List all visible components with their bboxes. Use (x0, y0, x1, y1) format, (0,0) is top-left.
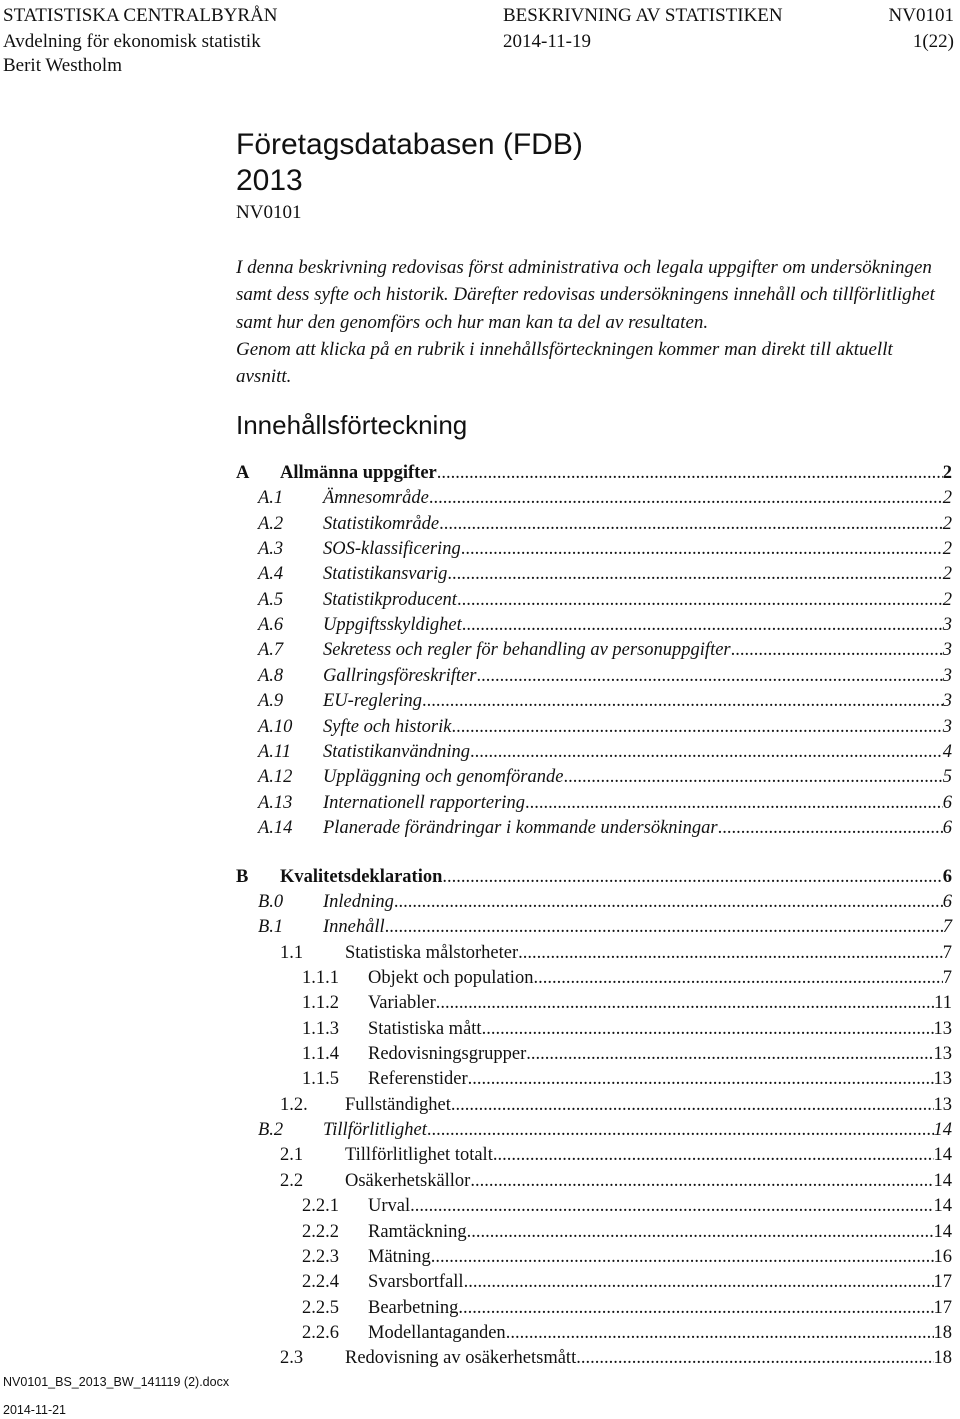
toc-number: 2.2.4 (302, 1272, 339, 1292)
toc-label: Statistiska målstorheter (345, 943, 519, 963)
toc-number: 2.1 (280, 1145, 304, 1165)
toc-page: 3 (942, 691, 952, 711)
toc-label: Objekt och population (368, 968, 534, 988)
toc-label: Mätning (368, 1247, 431, 1267)
footer-date: 2014-11-21 (3, 1403, 67, 1417)
toc-page: 14 (933, 1196, 952, 1216)
toc-number: 2.2.5 (302, 1298, 339, 1318)
toc-number: A.13 (258, 793, 293, 813)
document-title: Företagsdatabasen (FDB) (236, 128, 583, 161)
toc-number: 1.1.2 (302, 993, 339, 1013)
header-date: 2014-11-19 (503, 31, 591, 52)
toc-number: A.8 (258, 666, 284, 686)
toc-entry[interactable] (258, 562, 952, 587)
toc-number: A.10 (258, 717, 293, 737)
toc-entry[interactable] (258, 638, 952, 663)
toc-number: B (236, 867, 249, 887)
toc-page: 7 (942, 943, 952, 963)
toc-entry[interactable] (258, 689, 952, 714)
toc-entry[interactable] (280, 1346, 952, 1371)
toc-entry[interactable] (258, 816, 952, 841)
toc-label: Ramtäckning (368, 1222, 467, 1242)
toc-label: Gallringsföreskrifter (323, 666, 477, 686)
toc-entry[interactable] (302, 1220, 952, 1245)
toc-label: Statistiska mått (368, 1019, 482, 1039)
toc-page: 2 (942, 488, 952, 508)
toc-entry[interactable] (258, 613, 952, 638)
toc-label: SOS-klassificering (323, 539, 461, 559)
toc-entry[interactable] (280, 1143, 952, 1168)
toc-entry[interactable] (258, 512, 952, 537)
toc-page: 2 (942, 463, 952, 483)
toc-entry[interactable] (258, 715, 952, 740)
toc-page: 14 (933, 1145, 952, 1165)
header-org: STATISTISKA CENTRALBYRÅN (3, 5, 278, 26)
toc-page: 13 (933, 1044, 952, 1064)
toc-page: 2 (942, 514, 952, 534)
intro-text (236, 254, 936, 390)
toc-number: 1.1.5 (302, 1069, 339, 1089)
toc-number: 2.2.6 (302, 1323, 339, 1343)
toc-page: 2 (942, 564, 952, 584)
toc-number: 2.2.2 (302, 1222, 339, 1242)
toc-entry[interactable] (280, 1093, 952, 1118)
toc-entry[interactable] (302, 1245, 952, 1270)
toc-label: Urval (368, 1196, 411, 1216)
intro-paragraph-1: I denna beskrivning redovisas först administrativa och legala uppgifter om undersökningen samt dess syfte och historik. Därefter redovisas undersökningens innehåll och tillförlitlighet samt hur den genomförs och hur man kan ta del av resultaten. (236, 257, 935, 333)
toc-label: Redovisningsgrupper (368, 1044, 527, 1064)
toc-number: B.0 (258, 892, 284, 912)
toc-label: Tillförlitlighet totalt (345, 1145, 493, 1165)
toc-page: 6 (942, 818, 952, 838)
toc-number: A.11 (258, 742, 292, 762)
toc-label: Osäkerhetskällor (345, 1171, 471, 1191)
toc-entry[interactable] (258, 588, 952, 613)
toc-label: EU-reglering (323, 691, 422, 711)
toc-entry[interactable] (302, 991, 952, 1016)
toc-label: Sekretess och regler för behandling av personuppgifter (323, 640, 731, 660)
toc-entry[interactable] (236, 461, 952, 486)
toc-label: Uppläggning och genomförande (323, 767, 564, 787)
toc-label: Statistikproducent (323, 590, 457, 610)
header-author: Berit Westholm (3, 55, 122, 76)
toc-label: Kvalitetsdeklaration (280, 867, 443, 887)
header-page: 1(22) (912, 31, 954, 52)
toc-page: 2 (942, 590, 952, 610)
toc-label: Modellantaganden (368, 1323, 506, 1343)
toc-label: Internationell rapportering (323, 793, 525, 813)
toc-entry[interactable] (302, 966, 952, 991)
toc-entry[interactable] (280, 1169, 952, 1194)
toc-page: 3 (942, 666, 952, 686)
toc-entry[interactable] (258, 890, 952, 915)
toc-page: 17 (933, 1298, 952, 1318)
toc-number: A.5 (258, 590, 284, 610)
toc-number: 1.1 (280, 943, 304, 963)
toc-page: 18 (933, 1348, 952, 1368)
toc-page: 6 (942, 892, 952, 912)
toc-page: 3 (942, 717, 952, 737)
toc-number: 2.3 (280, 1348, 304, 1368)
toc-number: 1.1.1 (302, 968, 339, 988)
toc-label: Referenstider (368, 1069, 468, 1089)
toc-number: A.6 (258, 615, 284, 635)
toc-number: A (236, 463, 250, 483)
toc-number: A.4 (258, 564, 284, 584)
toc-entry[interactable] (302, 1296, 952, 1321)
toc-heading: Innehållsförteckning (236, 410, 468, 440)
toc-entry[interactable] (302, 1321, 952, 1346)
toc-page: 7 (942, 968, 952, 988)
toc-entry[interactable] (302, 1042, 952, 1067)
toc-number: 2.2 (280, 1171, 304, 1191)
toc-entry[interactable] (258, 486, 952, 511)
toc-page: 3 (942, 640, 952, 660)
toc-label: Syfte och historik (323, 717, 452, 737)
toc-page: 14 (933, 1222, 952, 1242)
toc-page: 11 (934, 993, 952, 1013)
document-code: NV0101 (236, 202, 302, 223)
toc-entry[interactable] (258, 765, 952, 790)
toc-entry[interactable] (258, 537, 952, 562)
toc-page: 18 (933, 1323, 952, 1343)
toc-number: 2.2.1 (302, 1196, 339, 1216)
header-doc-type: BESKRIVNING AV STATISTIKEN (503, 5, 783, 26)
toc-label: Allmänna uppgifter (280, 463, 437, 483)
toc-number: A.3 (258, 539, 284, 559)
toc-number: A.9 (258, 691, 284, 711)
toc-entry[interactable] (302, 1017, 952, 1042)
toc-label: Uppgiftsskyldighet (323, 615, 462, 635)
toc-label: Statistikområde (323, 514, 440, 534)
toc-page: 7 (942, 917, 952, 937)
toc-label: Redovisning av osäkerhetsmått (345, 1348, 577, 1368)
toc-label: Inledning (323, 892, 394, 912)
toc-page: 2 (942, 539, 952, 559)
toc-label: Bearbetning (368, 1298, 459, 1318)
toc-entry[interactable] (302, 1194, 952, 1219)
toc-entry[interactable] (302, 1067, 952, 1092)
toc-page: 6 (942, 793, 952, 813)
toc-number: 2.2.3 (302, 1247, 339, 1267)
toc-page: 13 (933, 1019, 952, 1039)
toc-label: Fullständighet (345, 1095, 451, 1115)
toc-label: Ämnesområde (323, 488, 429, 508)
toc-number: A.12 (258, 767, 293, 787)
toc-number: A.7 (258, 640, 284, 660)
toc-page: 16 (933, 1247, 952, 1267)
toc-label: Variabler (368, 993, 436, 1013)
toc-label: Tillförlitlighet (323, 1120, 427, 1140)
toc-entry[interactable] (258, 740, 952, 765)
toc-entry[interactable] (302, 1270, 952, 1295)
toc-page: 6 (942, 867, 952, 887)
toc-entry[interactable] (236, 865, 952, 890)
toc-page: 5 (942, 767, 952, 787)
toc-entry[interactable] (258, 915, 952, 940)
document-year: 2013 (236, 164, 303, 197)
toc-number: A.1 (258, 488, 284, 508)
toc-entry[interactable] (258, 664, 952, 689)
toc-entry[interactable] (280, 941, 952, 966)
toc-label: Statistikanvändning (323, 742, 470, 762)
toc-page: 14 (933, 1171, 952, 1191)
toc-number: A.2 (258, 514, 284, 534)
toc-page: 14 (933, 1120, 952, 1140)
header-code: NV0101 (888, 5, 954, 26)
toc-number: B.2 (258, 1120, 284, 1140)
toc-entry[interactable] (258, 1118, 952, 1143)
toc-page: 13 (933, 1095, 952, 1115)
toc-page: 3 (942, 615, 952, 635)
toc-entry[interactable] (258, 791, 952, 816)
footer-filename: NV0101_BS_2013_BW_141119 (2).docx (3, 1375, 230, 1389)
toc-page: 13 (933, 1069, 952, 1089)
toc-number: 1.1.3 (302, 1019, 339, 1039)
toc-number: 1.1.4 (302, 1044, 339, 1064)
toc-label: Svarsbortfall (368, 1272, 464, 1292)
toc-number: A.14 (258, 818, 293, 838)
toc-label: Innehåll (323, 917, 385, 937)
toc-label: Statistikansvarig (323, 564, 448, 584)
toc-number: B.1 (258, 917, 284, 937)
toc-label: Planerade förändringar i kommande undersökningar (323, 818, 718, 838)
header-department: Avdelning för ekonomisk statistik (3, 31, 261, 52)
intro-paragraph-2: Genom att klicka på en rubrik i innehållsförteckningen kommer man direkt till aktuellt avsnitt. (236, 338, 893, 388)
toc-number: 1.2. (280, 1095, 308, 1115)
toc-page: 4 (942, 742, 952, 762)
toc-page: 17 (933, 1272, 952, 1292)
